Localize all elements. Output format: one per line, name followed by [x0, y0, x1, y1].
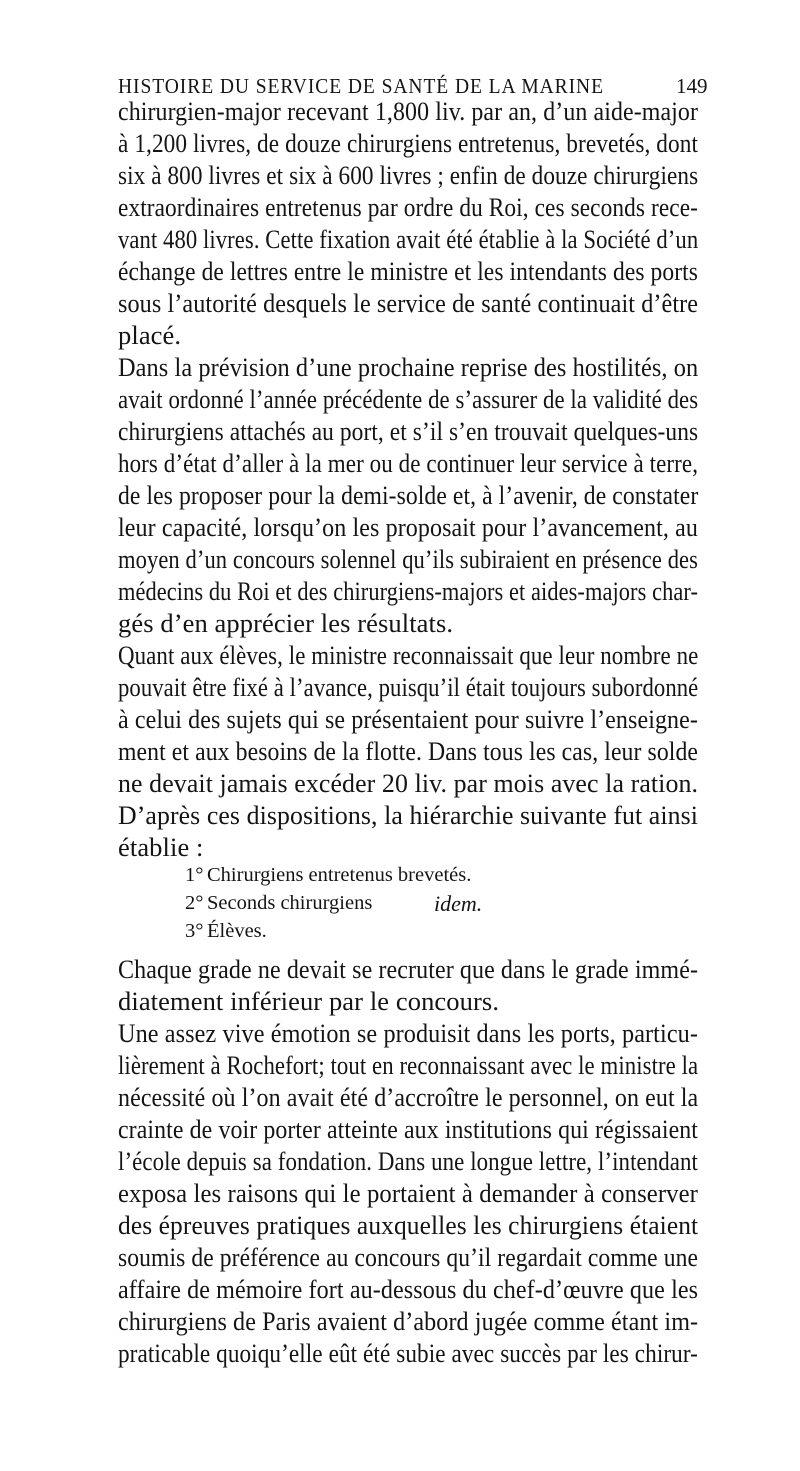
text-line: six à 800 livres et six à 600 livres ; enfin de douze chirurgiens	[118, 160, 699, 190]
text-line: Quant aux élèves, le ministre reconnaissait que leur nombre ne	[118, 640, 699, 670]
text-line: crainte de voir porter atteinte aux institutions qui régissaient	[118, 1114, 698, 1144]
text-line: établie :	[118, 832, 204, 862]
text-line: praticable quoiqu’elle eût été subie avec succès par les chirur-	[118, 1338, 698, 1368]
text-line: Une assez vive émotion se produisit dans les ports, particu-	[118, 1018, 698, 1048]
text-line: moyen d’un concours solennel qu’ils subiraient en présence des	[118, 544, 698, 574]
list-label: Élèves.	[207, 920, 267, 942]
text-line: soumis de préférence au concours qu’il regardait comme une	[118, 1242, 698, 1272]
list-number: 3°	[185, 920, 204, 942]
text-line: vant 480 livres. Cette fixation avait été établie à la Société d’un	[118, 224, 699, 254]
text-line: exposa les raisons qui le portaient à demander à conserver	[118, 1178, 698, 1208]
list-note: idem.	[434, 891, 483, 916]
text-line: chirurgien-major recevant 1,800 liv. par an, d’un aide-major	[118, 96, 698, 126]
text-line: pouvait être fixé à l’avance, puisqu’il était toujours subordonné	[118, 672, 699, 702]
text-line: hors d’état d’aller à la mer ou de continuer leur service à terre,	[118, 448, 699, 478]
text-line: Dans la prévision d’une prochaine reprise des hostilités, on	[118, 352, 699, 382]
text-line: échange de lettres entre le ministre et les intendants des ports	[118, 256, 698, 286]
list-number: 2°	[185, 892, 204, 914]
text-line: chirurgiens attachés au port, et s’il s’en trouvait quelques-uns	[118, 416, 699, 446]
text-line: leur capacité, lorsqu’on les proposait pour l’avancement, au	[118, 512, 698, 542]
text-line: Chaque grade ne devait se recruter que dans le grade immé-	[118, 954, 699, 984]
text-line: à 1,200 livres, de douze chirurgiens entretenus, brevetés, dont	[118, 128, 698, 158]
text-line: médecins du Roi et des chirurgiens-majors et aides-majors char-	[118, 576, 698, 606]
text-line: placé.	[118, 320, 182, 350]
text-line: ment et aux besoins de la flotte. Dans tous les cas, leur solde	[118, 736, 699, 766]
list-item	[185, 864, 471, 887]
text-line: des épreuves pratiques auxquelles les chirurgiens étaient	[118, 1210, 699, 1240]
text-line: l’école depuis sa fondation. Dans une longue lettre, l’intendant	[118, 1146, 698, 1176]
text-line: à celui des sujets qui se présentaient pour suivre l’enseigne-	[118, 704, 698, 734]
list-item	[185, 920, 267, 943]
text-line: sous l’autorité desquels le service de santé continuait d’être	[118, 288, 699, 318]
text-line: chirurgiens de Paris avaient d’abord jugée comme étant im-	[118, 1306, 699, 1336]
text-line: diatement inférieur par le concours.	[118, 986, 500, 1016]
list-label: Seconds chirurgiens	[207, 892, 373, 914]
text-line: avait ordonné l’année précédente de s’assurer de la validité des	[118, 384, 699, 414]
list-number: 1°	[185, 864, 204, 886]
page-number: 149	[676, 74, 708, 98]
list-label: Chirurgiens entretenus brevetés.	[207, 864, 472, 886]
list-item	[185, 892, 372, 915]
text-line: nécessité où l’on avait été d’accroître le personnel, on eut la	[118, 1082, 699, 1112]
text-line: gés d’en apprécier les résultats.	[118, 608, 454, 638]
text-line: extraordinaires entretenus par ordre du Roi, ces seconds rece-	[118, 192, 698, 222]
text-line: ne devait jamais excéder 20 liv. par mois avec la ration.	[118, 768, 699, 798]
text-line: D’après ces dispositions, la hiérarchie suivante fut ainsi	[118, 800, 698, 830]
text-line: affaire de mémoire fort au-dessous du chef-d’œuvre que les	[118, 1274, 699, 1304]
text-line: de les proposer pour la demi-solde et, à l’avenir, de constater	[118, 480, 699, 510]
running-title: HISTOIRE DU SERVICE DE SANTÉ DE LA MARINE	[118, 74, 604, 98]
text-line: lièrement à Rochefort; tout en reconnaissant avec le ministre la	[118, 1050, 699, 1080]
